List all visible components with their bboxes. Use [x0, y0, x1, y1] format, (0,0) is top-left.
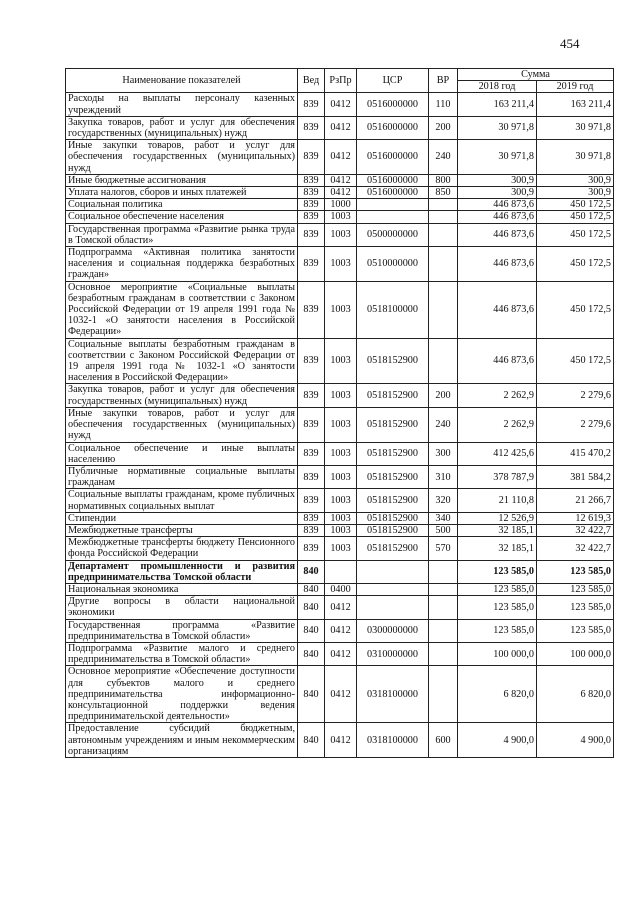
- cell-y2019: 4 900,0: [537, 723, 614, 758]
- cell-csr: [357, 199, 429, 211]
- cell-y2019: 32 422,7: [537, 537, 614, 560]
- table-row: [66, 199, 614, 211]
- cell-ved: 839: [298, 537, 325, 560]
- cell-ved: 839: [298, 512, 325, 524]
- cell-vr: 320: [429, 489, 458, 512]
- cell-y2019: 21 266,7: [537, 489, 614, 512]
- cell-y2018: 30 971,8: [458, 140, 537, 175]
- cell-y2019: 163 211,4: [537, 93, 614, 116]
- cell-csr: 0518152900: [357, 465, 429, 488]
- cell-csr: 0518152900: [357, 442, 429, 465]
- cell-name: Межбюджетные трансферты: [66, 524, 298, 536]
- table-row: [66, 93, 614, 116]
- cell-ved: 839: [298, 442, 325, 465]
- cell-name: Социальная политика: [66, 199, 298, 211]
- cell-vr: 200: [429, 384, 458, 407]
- cell-name: Государственная программа «Развитие предпринимательства в Томской области»: [66, 619, 298, 642]
- table-row: [66, 642, 614, 665]
- table-row: [66, 338, 614, 384]
- table-row: [66, 489, 614, 512]
- cell-y2019: 450 172,5: [537, 199, 614, 211]
- cell-vr: 240: [429, 407, 458, 442]
- cell-y2018: 446 873,6: [458, 247, 537, 282]
- cell-y2018: 32 185,1: [458, 524, 537, 536]
- cell-y2018: 446 873,6: [458, 199, 537, 211]
- cell-rzpr: 1003: [325, 442, 357, 465]
- header-2019: 2019 год: [537, 81, 614, 93]
- cell-vr: 340: [429, 512, 458, 524]
- cell-y2018: 300,9: [458, 187, 537, 199]
- cell-vr: 500: [429, 524, 458, 536]
- cell-ved: 839: [298, 338, 325, 384]
- table-body: [66, 93, 614, 758]
- table-row: [66, 512, 614, 524]
- table-row: [66, 384, 614, 407]
- table-row: [66, 407, 614, 442]
- table-row: [66, 174, 614, 186]
- cell-ved: 839: [298, 524, 325, 536]
- cell-rzpr: 0412: [325, 666, 357, 723]
- cell-y2019: 30 971,8: [537, 140, 614, 175]
- table-row: [66, 723, 614, 758]
- cell-y2019: 32 422,7: [537, 524, 614, 536]
- table-row: [66, 187, 614, 199]
- cell-name: Государственная программа «Развитие рынка труда в Томской области»: [66, 223, 298, 246]
- cell-vr: [429, 560, 458, 583]
- cell-y2018: 2 262,9: [458, 407, 537, 442]
- cell-y2019: 123 585,0: [537, 619, 614, 642]
- table-row: [66, 583, 614, 595]
- cell-y2019: 450 172,5: [537, 211, 614, 223]
- cell-ved: 839: [298, 489, 325, 512]
- cell-csr: 0518100000: [357, 281, 429, 338]
- cell-name: Социальное обеспечение населения: [66, 211, 298, 223]
- cell-vr: 240: [429, 140, 458, 175]
- cell-csr: 0516000000: [357, 93, 429, 116]
- budget-table: [65, 68, 614, 758]
- header-2018: 2018 год: [458, 81, 537, 93]
- cell-csr: 0516000000: [357, 174, 429, 186]
- cell-y2019: 2 279,6: [537, 407, 614, 442]
- cell-csr: 0518152900: [357, 512, 429, 524]
- cell-name: Иные закупки товаров, работ и услуг для обеспечения государственных (муниципальных) нужд: [66, 407, 298, 442]
- cell-name: Публичные нормативные социальные выплаты гражданам: [66, 465, 298, 488]
- cell-y2018: 6 820,0: [458, 666, 537, 723]
- cell-vr: [429, 247, 458, 282]
- cell-y2019: 100 000,0: [537, 642, 614, 665]
- cell-csr: [357, 583, 429, 595]
- cell-csr: 0318100000: [357, 723, 429, 758]
- cell-vr: 570: [429, 537, 458, 560]
- cell-vr: [429, 211, 458, 223]
- cell-ved: 840: [298, 666, 325, 723]
- cell-rzpr: 0412: [325, 596, 357, 619]
- cell-ved: 839: [298, 407, 325, 442]
- cell-name: Закупка товаров, работ и услуг для обеспечения государственных (муниципальных) нужд: [66, 116, 298, 139]
- cell-name: Основное мероприятие «Социальные выплаты безработным гражданам в соответствии с Законом Российской Федерации от 19 апреля 1991 года № 1032-1 «О занятости населения в Российской Федерации»: [66, 281, 298, 338]
- cell-ved: 840: [298, 583, 325, 595]
- cell-rzpr: 1003: [325, 489, 357, 512]
- table-row: [66, 596, 614, 619]
- cell-y2019: 450 172,5: [537, 223, 614, 246]
- cell-y2019: 450 172,5: [537, 338, 614, 384]
- cell-vr: [429, 666, 458, 723]
- cell-rzpr: 1003: [325, 384, 357, 407]
- cell-rzpr: 0412: [325, 116, 357, 139]
- cell-csr: 0518152900: [357, 537, 429, 560]
- cell-csr: 0510000000: [357, 247, 429, 282]
- cell-vr: 300: [429, 442, 458, 465]
- cell-name: Социальное обеспечение и иные выплаты населению: [66, 442, 298, 465]
- cell-name: Иные бюджетные ассигнования: [66, 174, 298, 186]
- cell-rzpr: 0412: [325, 723, 357, 758]
- cell-y2018: 21 110,8: [458, 489, 537, 512]
- cell-rzpr: 1003: [325, 524, 357, 536]
- cell-y2018: 446 873,6: [458, 338, 537, 384]
- cell-csr: 0518152900: [357, 338, 429, 384]
- cell-csr: 0518152900: [357, 384, 429, 407]
- cell-y2018: 446 873,6: [458, 223, 537, 246]
- table-row: [66, 524, 614, 536]
- cell-rzpr: 1003: [325, 512, 357, 524]
- cell-ved: 840: [298, 596, 325, 619]
- cell-vr: [429, 199, 458, 211]
- cell-name: Другие вопросы в области национальной экономики: [66, 596, 298, 619]
- cell-y2018: 446 873,6: [458, 211, 537, 223]
- cell-csr: 0516000000: [357, 140, 429, 175]
- cell-vr: [429, 338, 458, 384]
- header-vr: ВР: [429, 69, 458, 93]
- cell-ved: 839: [298, 140, 325, 175]
- cell-y2019: 300,9: [537, 174, 614, 186]
- cell-y2018: 378 787,9: [458, 465, 537, 488]
- table-row: [66, 537, 614, 560]
- cell-y2018: 12 526,9: [458, 512, 537, 524]
- cell-rzpr: 1000: [325, 199, 357, 211]
- cell-ved: 839: [298, 93, 325, 116]
- cell-csr: 0300000000: [357, 619, 429, 642]
- cell-rzpr: 0412: [325, 187, 357, 199]
- cell-ved: 840: [298, 642, 325, 665]
- cell-name: Предоставление субсидий бюджетным, автономным учреждениям и иным некоммерческим организациям: [66, 723, 298, 758]
- cell-rzpr: 1003: [325, 465, 357, 488]
- cell-csr: 0318100000: [357, 666, 429, 723]
- cell-rzpr: 0412: [325, 619, 357, 642]
- cell-vr: 600: [429, 723, 458, 758]
- cell-ved: 839: [298, 281, 325, 338]
- cell-ved: 839: [298, 384, 325, 407]
- cell-y2019: 450 172,5: [537, 247, 614, 282]
- cell-csr: 0500000000: [357, 223, 429, 246]
- cell-y2018: 300,9: [458, 174, 537, 186]
- table-row: [66, 666, 614, 723]
- cell-vr: 850: [429, 187, 458, 199]
- cell-ved: 839: [298, 211, 325, 223]
- cell-name: Подпрограмма «Развитие малого и среднего предпринимательства в Томской области»: [66, 642, 298, 665]
- cell-csr: [357, 596, 429, 619]
- table-row: [66, 619, 614, 642]
- table-row: [66, 465, 614, 488]
- cell-rzpr: 1003: [325, 338, 357, 384]
- cell-y2019: 415 470,2: [537, 442, 614, 465]
- cell-csr: [357, 211, 429, 223]
- cell-ved: 839: [298, 187, 325, 199]
- cell-vr: 110: [429, 93, 458, 116]
- cell-name: Департамент промышленности и развития предпринимательства Томской области: [66, 560, 298, 583]
- cell-rzpr: 0412: [325, 174, 357, 186]
- cell-y2019: 123 585,0: [537, 596, 614, 619]
- cell-y2019: 300,9: [537, 187, 614, 199]
- cell-y2018: 4 900,0: [458, 723, 537, 758]
- table-row: [66, 560, 614, 583]
- cell-y2018: 30 971,8: [458, 116, 537, 139]
- cell-ved: 839: [298, 199, 325, 211]
- cell-y2018: 100 000,0: [458, 642, 537, 665]
- cell-vr: 800: [429, 174, 458, 186]
- cell-csr: 0518152900: [357, 407, 429, 442]
- cell-ved: 839: [298, 465, 325, 488]
- cell-rzpr: 0400: [325, 583, 357, 595]
- cell-csr: 0518152900: [357, 524, 429, 536]
- table-row: [66, 247, 614, 282]
- table-row: [66, 442, 614, 465]
- cell-ved: 839: [298, 223, 325, 246]
- cell-y2018: 123 585,0: [458, 596, 537, 619]
- cell-y2019: 450 172,5: [537, 281, 614, 338]
- table-row: [66, 211, 614, 223]
- cell-vr: [429, 281, 458, 338]
- cell-y2019: 2 279,6: [537, 384, 614, 407]
- cell-csr: 0310000000: [357, 642, 429, 665]
- cell-csr: 0516000000: [357, 116, 429, 139]
- cell-name: Социальные выплаты безработным гражданам в соответствии с Законом Российской Федерации от 19 апреля 1991 года № 1032-1 «О занятости населения в Российской Федерации»: [66, 338, 298, 384]
- cell-y2018: 123 585,0: [458, 560, 537, 583]
- cell-name: Основное мероприятие «Обеспечение доступности для субъектов малого и среднего предпринимательства информационно-консультационной поддержки ведения предпринимательской деятельности»: [66, 666, 298, 723]
- cell-y2018: 412 425,6: [458, 442, 537, 465]
- cell-name: Стипендии: [66, 512, 298, 524]
- cell-ved: 840: [298, 619, 325, 642]
- cell-rzpr: 0412: [325, 93, 357, 116]
- cell-vr: [429, 619, 458, 642]
- cell-rzpr: [325, 560, 357, 583]
- cell-vr: [429, 642, 458, 665]
- cell-name: Расходы на выплаты персоналу казенных учреждений: [66, 93, 298, 116]
- cell-name: Закупка товаров, работ и услуг для обеспечения государственных (муниципальных) нужд: [66, 384, 298, 407]
- cell-name: Социальные выплаты гражданам, кроме публичных нормативных социальных выплат: [66, 489, 298, 512]
- cell-ved: 840: [298, 560, 325, 583]
- cell-name: Уплата налогов, сборов и иных платежей: [66, 187, 298, 199]
- cell-vr: [429, 596, 458, 619]
- cell-csr: 0518152900: [357, 489, 429, 512]
- cell-y2019: 12 619,3: [537, 512, 614, 524]
- table-row: [66, 140, 614, 175]
- cell-y2019: 6 820,0: [537, 666, 614, 723]
- cell-y2018: 163 211,4: [458, 93, 537, 116]
- cell-y2018: 2 262,9: [458, 384, 537, 407]
- cell-y2019: 123 585,0: [537, 560, 614, 583]
- page-number: 454: [560, 36, 580, 51]
- header-csr: ЦСР: [357, 69, 429, 93]
- cell-vr: 310: [429, 465, 458, 488]
- cell-ved: 839: [298, 247, 325, 282]
- header-name: Наименование показателей: [66, 69, 298, 93]
- cell-name: Национальная экономика: [66, 583, 298, 595]
- cell-rzpr: 1003: [325, 211, 357, 223]
- table-row: [66, 223, 614, 246]
- cell-name: Межбюджетные трансферты бюджету Пенсионного фонда Российской Федерации: [66, 537, 298, 560]
- cell-rzpr: 0412: [325, 140, 357, 175]
- cell-rzpr: 1003: [325, 247, 357, 282]
- cell-y2018: 123 585,0: [458, 619, 537, 642]
- cell-csr: 0516000000: [357, 187, 429, 199]
- cell-vr: 200: [429, 116, 458, 139]
- cell-name: Иные закупки товаров, работ и услуг для обеспечения государственных (муниципальных) нужд: [66, 140, 298, 175]
- header-ved: Вед: [298, 69, 325, 93]
- cell-name: Подпрограмма «Активная политика занятости населения и социальная поддержка безработных граждан»: [66, 247, 298, 282]
- cell-ved: 839: [298, 116, 325, 139]
- cell-ved: 840: [298, 723, 325, 758]
- cell-y2018: 123 585,0: [458, 583, 537, 595]
- cell-ved: 839: [298, 174, 325, 186]
- cell-rzpr: 1003: [325, 223, 357, 246]
- cell-y2018: 446 873,6: [458, 281, 537, 338]
- cell-y2018: 32 185,1: [458, 537, 537, 560]
- cell-rzpr: 1003: [325, 537, 357, 560]
- table-row: [66, 116, 614, 139]
- header-rzpr: РзПр: [325, 69, 357, 93]
- cell-y2019: 123 585,0: [537, 583, 614, 595]
- cell-y2019: 30 971,8: [537, 116, 614, 139]
- cell-vr: [429, 583, 458, 595]
- cell-rzpr: 1003: [325, 407, 357, 442]
- header-sum: Сумма: [458, 69, 614, 81]
- table-row: [66, 281, 614, 338]
- cell-rzpr: 0412: [325, 642, 357, 665]
- cell-csr: [357, 560, 429, 583]
- cell-rzpr: 1003: [325, 281, 357, 338]
- cell-y2019: 381 584,2: [537, 465, 614, 488]
- cell-vr: [429, 223, 458, 246]
